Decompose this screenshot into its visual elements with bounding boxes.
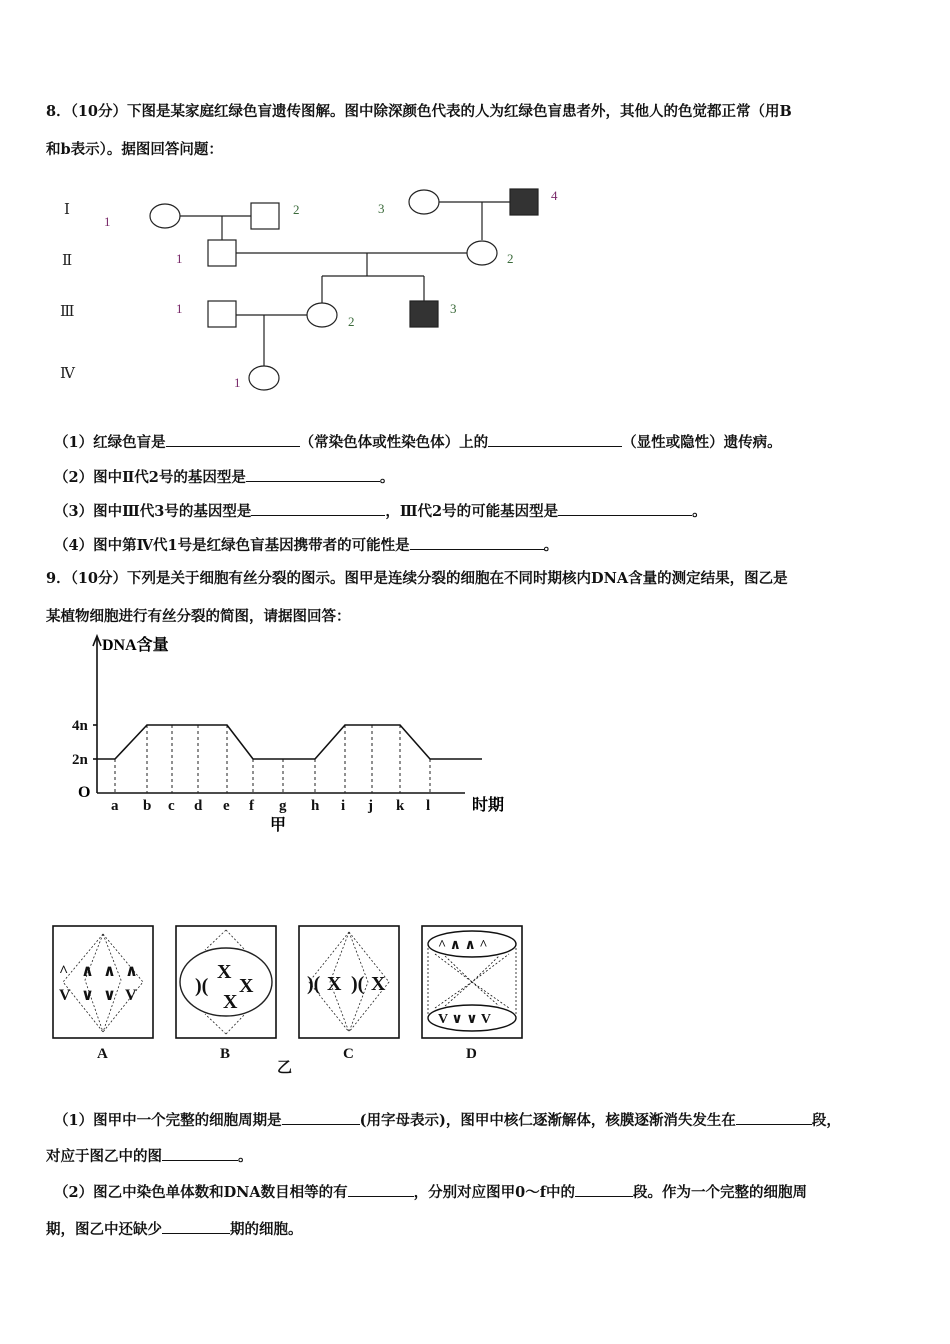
x-tick-label: i — [341, 798, 346, 814]
label-III-1: 1 — [176, 301, 183, 316]
label-III-3: 3 — [450, 301, 457, 316]
label-I-4: 4 — [551, 188, 558, 203]
q8-stem-line2: 和b表示）。据图回答问题： — [46, 141, 223, 158]
chart-origin: O — [78, 784, 91, 801]
answer-blank[interactable] — [251, 501, 385, 516]
answer-blank[interactable] — [246, 467, 380, 482]
svg-text:∨: ∨ — [81, 987, 94, 1004]
svg-text:)(: )( — [195, 975, 209, 997]
pedigree-IV-1-female — [249, 366, 279, 390]
x-tick-label: h — [311, 798, 320, 814]
label-I-3: 3 — [378, 201, 385, 216]
generation-label-II: Ⅱ — [62, 253, 73, 269]
svg-text:^: ^ — [59, 963, 69, 980]
x-tick-label: g — [279, 798, 287, 814]
label-IV-1: 1 — [234, 375, 241, 390]
mitosis-cells-figure — [45, 920, 535, 1080]
x-tick-label: f — [249, 798, 254, 814]
pedigree-III-2-female — [307, 303, 337, 327]
svg-text:V: V — [59, 987, 71, 1004]
cell-label-C: C — [343, 1046, 354, 1062]
q9-sub1-line2: 对应于图乙中的图 。 — [46, 1148, 253, 1165]
answer-blank[interactable] — [162, 1219, 230, 1234]
cell-A-drawing — [63, 934, 143, 1032]
q8-sub1: （1）红绿色盲是 （常染色体或性染色体）上的 （显性或隐性）遗传病。 — [54, 434, 782, 451]
chart-xlabel: 时期 — [472, 797, 505, 814]
svg-text:)(: )( — [351, 973, 365, 995]
pedigree-II-1-male — [208, 240, 236, 266]
answer-blank[interactable] — [558, 501, 692, 516]
svg-text:∧: ∧ — [125, 963, 138, 980]
svg-text:∧: ∧ — [81, 963, 94, 980]
q9-stem-line1: 9．（10分）下列是关于细胞有丝分裂的图示。图甲是连续分裂的细胞在不同时期核内DNA含量的测定结果，图乙是 — [46, 570, 788, 587]
label-I-2: 2 — [293, 202, 300, 217]
cell-A-frame — [53, 926, 153, 1038]
x-tick-label: c — [168, 798, 175, 814]
y-tick-label: 2n — [72, 752, 88, 768]
answer-blank[interactable] — [575, 1182, 633, 1197]
pedigree-II-2-female — [467, 241, 497, 265]
svg-text:V ∨ ∨ V: V ∨ ∨ V — [438, 1012, 491, 1027]
q8-sub3: （3）图中Ⅲ代3号的基因型是 ，Ⅲ代2号的可能基因型是 。 — [54, 503, 707, 520]
cell-B-chromosomes — [195, 961, 254, 1013]
x-tick-label: k — [396, 798, 405, 814]
q9-sub1-line1: （1）图甲中一个完整的细胞周期是 (用字母表示)，图甲中核仁逐渐解体，核膜逐渐消失发生在 段， — [54, 1112, 841, 1129]
chart-ylabel: DNA含量 — [102, 637, 169, 654]
label-II-2: 2 — [507, 251, 514, 266]
q8-stem-line1: 8．（10分）下图是某家庭红绿色盲遗传图解。图中除深颜色代表的人为红绿色盲患者外，其他人的色觉都正常（用B — [46, 103, 792, 120]
answer-blank[interactable] — [282, 1110, 360, 1125]
answer-blank[interactable] — [162, 1146, 238, 1161]
cell-label-B: B — [220, 1046, 231, 1062]
x-tick-label: a — [111, 798, 119, 814]
label-II-1: 1 — [176, 251, 183, 266]
x-tick-label: b — [143, 798, 152, 814]
svg-text:X: X — [223, 991, 238, 1013]
svg-text:X: X — [239, 975, 254, 997]
label-III-2: 2 — [348, 314, 355, 329]
svg-text:^ ∧ ∧ ^: ^ ∧ ∧ ^ — [438, 938, 488, 953]
cell-A-chromosomes — [59, 963, 138, 1004]
answer-blank[interactable] — [166, 432, 300, 447]
svg-text:X: X — [217, 961, 232, 983]
q9-sub2-line2: 期，图乙中还缺少 期的细胞。 — [46, 1221, 303, 1238]
svg-text:X: X — [371, 973, 386, 995]
x-tick-label: e — [223, 798, 230, 814]
dna-curve — [97, 725, 482, 759]
svg-text:)(: )( — [307, 973, 321, 995]
answer-blank[interactable] — [348, 1182, 414, 1197]
svg-text:∨: ∨ — [103, 987, 116, 1004]
y-tick-label: 4n — [72, 718, 88, 734]
label-I-1: 1 — [104, 214, 111, 229]
answer-blank[interactable] — [410, 535, 544, 550]
answer-blank[interactable] — [736, 1110, 812, 1125]
chart-title: 甲 — [270, 817, 287, 834]
dna-content-chart — [60, 630, 530, 840]
pedigree-I-2-male — [251, 203, 279, 229]
q8-sub4: （4）图中第Ⅳ代1号是红绿色盲基因携带者的可能性是 。 — [54, 537, 559, 554]
pedigree-I-4-male-affected — [510, 189, 538, 215]
svg-text:X: X — [327, 973, 342, 995]
generation-label-I: Ⅰ — [64, 202, 70, 218]
svg-text:V: V — [125, 987, 137, 1004]
cell-label-A: A — [97, 1046, 108, 1062]
cell-C-chromosomes — [307, 973, 386, 995]
x-tick-label: l — [426, 798, 431, 814]
svg-text:∧: ∧ — [103, 963, 116, 980]
pedigree-chart — [0, 170, 620, 400]
cell-D-chromosomes — [438, 938, 491, 1027]
cell-label-D: D — [466, 1046, 477, 1062]
q9-stem-line2: 某植物细胞进行有丝分裂的简图，请据图回答： — [46, 608, 351, 625]
generation-label-III: Ⅲ — [60, 304, 75, 320]
q9-sub2-line1: （2）图乙中染色单体数和DNA数目相等的有 ，分别对应图甲0～f中的 段。作为一个完整的细胞周 — [54, 1184, 807, 1201]
x-tick-label: d — [194, 798, 203, 814]
generation-label-IV: Ⅳ — [60, 366, 75, 382]
pedigree-I-1-female — [150, 204, 180, 228]
pedigree-III-1-male — [208, 301, 236, 327]
pedigree-III-3-male-affected — [410, 301, 438, 327]
x-tick-label: j — [368, 798, 373, 814]
pedigree-I-3-female — [409, 190, 439, 214]
q8-sub2: （2）图中Ⅱ代2号的基因型是 。 — [54, 469, 395, 486]
cells-caption: 乙 — [277, 1060, 293, 1076]
answer-blank[interactable] — [488, 432, 622, 447]
